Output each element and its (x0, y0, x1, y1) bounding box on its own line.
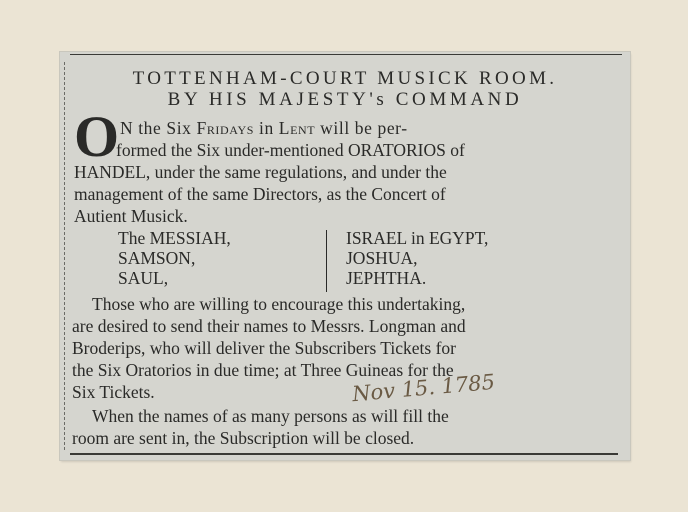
oratorio-list-left (118, 228, 231, 288)
heading-title: TOTTENHAM-COURT MUSICK ROOM. (132, 68, 558, 89)
newspaper-clipping (60, 52, 630, 460)
paragraph1-line4: management of the same Directors, as the Concert of (74, 184, 446, 204)
oratorio-jephtha: JEPHTHA. (346, 268, 427, 288)
p1-line1-a: N the Six (120, 118, 197, 138)
paragraph1-line5: Autient Musick. (74, 206, 188, 226)
oratorio-samson: SAMSON, (118, 248, 196, 268)
p1-line1-e: will be per- (315, 118, 408, 138)
oratorio-messiah: The MESSIAH, (118, 228, 231, 248)
bottom-rule (70, 453, 618, 455)
paragraph1-line2: formed the Six under-mentioned ORATORIOS of (116, 140, 465, 160)
drop-cap: O (74, 104, 120, 169)
paragraph2-line5: Six Tickets. (72, 382, 155, 402)
paragraph2-line4: the Six Oratorios in due time; at Three Guineas for the (72, 360, 454, 380)
p1-line1-lent: Lent (278, 118, 316, 138)
heading-command: BY HIS MAJESTY's COMMAND (167, 89, 523, 110)
paragraph2-line1: Those who are willing to encourage this undertaking, (92, 294, 466, 314)
paragraph1-line3: HANDEL, under the same regulations, and under the (74, 162, 447, 182)
p1-line1-c: in (254, 118, 279, 138)
oratorio-joshua: JOSHUA, (346, 248, 418, 268)
oratorio-list-right (346, 228, 488, 288)
oratorio-israel-in-egypt: ISRAEL in EGYPT, (346, 228, 489, 248)
paragraph2-line3: Broderips, who will deliver the Subscribers Tickets for (72, 338, 456, 358)
top-rule (70, 54, 622, 55)
column-divider (326, 230, 327, 292)
p1-line1-fridays: Fridays (196, 118, 255, 138)
paragraph3-line1: When the names of as many persons as will fill the (92, 406, 449, 426)
paragraph3-line2: room are sent in, the Subscription will be closed. (72, 428, 415, 448)
handwritten-date-annotation: Nov 15. 1785 (351, 369, 496, 407)
paragraph1-line1 (120, 118, 408, 138)
paragraph2-line2: are desired to send their names to Messrs. Longman and (72, 316, 466, 336)
left-rule (64, 62, 65, 450)
oratorio-saul: SAUL, (118, 268, 169, 288)
